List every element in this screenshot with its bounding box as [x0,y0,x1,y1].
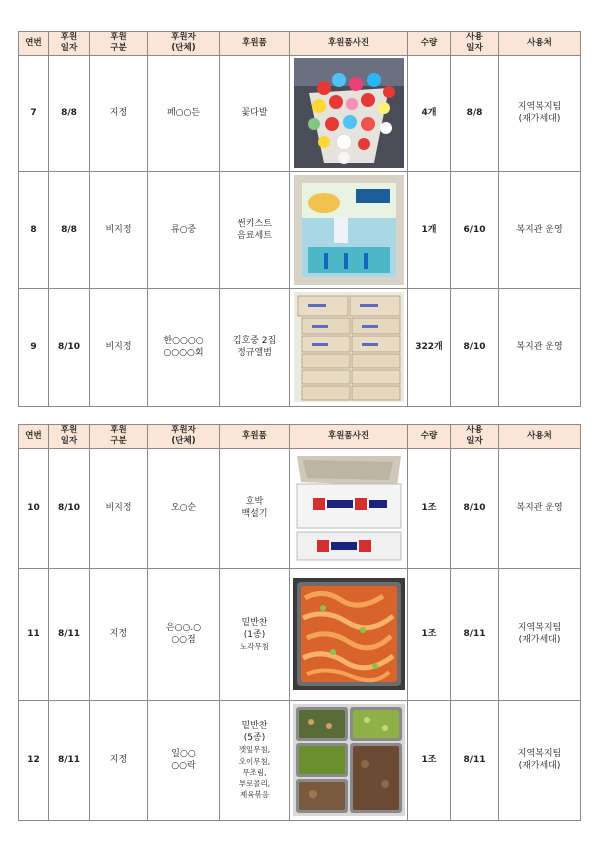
drink-box-photo-icon [294,175,404,285]
cell-date: 8/11 [49,700,90,820]
header-use-place: 사용처 [499,32,581,56]
cell-type: 비지정 [90,288,148,406]
cell-donor: 한○○○○ ○○○○회 [148,288,220,406]
cell-photo [290,448,408,568]
cell-no: 8 [19,171,49,288]
header-date: 후원 일자 [49,425,90,449]
cell-qty: 1조 [408,448,451,568]
cell-date: 8/8 [49,171,90,288]
header-type: 후원 구분 [90,425,148,449]
bouquet-photo-icon [294,58,404,168]
cell-date: 8/10 [49,448,90,568]
header-no: 연번 [19,32,49,56]
cell-no: 9 [19,288,49,406]
cell-photo [290,171,408,288]
cell-donor: 오○순 [148,448,220,568]
header-row [19,32,581,56]
cell-date: 8/10 [49,288,90,406]
cell-use-date: 8/11 [451,700,499,820]
header-use-date: 사용 일자 [451,425,499,449]
header-type: 후원 구분 [90,32,148,56]
header-photo: 후원품사진 [290,32,408,56]
table-row [19,568,581,700]
cell-type: 지정 [90,568,148,700]
header-use-date: 사용 일자 [451,32,499,56]
header-qty: 수량 [408,32,451,56]
cell-item [220,448,290,568]
header-item: 후원품 [220,425,290,449]
cell-use-date: 8/10 [451,288,499,406]
cell-item-name: 호박 백설기 [241,497,268,520]
cell-photo [290,55,408,171]
cell-item: 꽃다발 [220,55,290,171]
rice-cake-box-photo-icon [293,452,405,564]
cell-type: 비지정 [90,171,148,288]
table-row [19,55,581,171]
header-row [19,425,581,449]
cell-item-name: 밑반찬 (5종) [241,721,268,744]
cell-qty: 1개 [408,171,451,288]
cell-use-place: 복지관 운영 [499,288,581,406]
table-row [19,171,581,288]
cell-qty: 1조 [408,568,451,700]
header-qty: 수량 [408,425,451,449]
cell-use-place: 지역복지팀 (재가세대) [499,55,581,171]
cell-no: 10 [19,448,49,568]
cell-date: 8/11 [49,568,90,700]
table-row [19,448,581,568]
header-donor: 후원자 (단체) [148,425,220,449]
cell-item: 김호중 2집 정규앨범 [220,288,290,406]
cell-qty: 322개 [408,288,451,406]
cell-item: 썬키스트 음료세트 [220,171,290,288]
cell-donor: 페○○든 [148,55,220,171]
side-dish-tray-photo-icon [293,578,405,690]
cell-photo [290,568,408,700]
cell-use-place: 지역복지팀 (재가세대) [499,568,581,700]
cell-use-date: 8/10 [451,448,499,568]
cell-use-place: 복지관 운영 [499,448,581,568]
cell-use-date: 8/11 [451,568,499,700]
table-row [19,700,581,820]
cell-donor: 일○○ ○○락 [148,700,220,820]
donation-table-2 [18,424,581,821]
header-item: 후원품 [220,32,290,56]
cell-date: 8/8 [49,55,90,171]
cell-use-date: 6/10 [451,171,499,288]
cell-use-place: 지역복지팀 (재가세대) [499,700,581,820]
cell-no: 7 [19,55,49,171]
donation-table-1 [18,31,581,407]
cell-item-detail: 깻잎무침, 오이무침, 무조림, 부로콜리, 제육볶음 [238,745,271,800]
cell-item [220,568,290,700]
cell-no: 12 [19,700,49,820]
album-boxes-photo-icon [294,292,404,402]
header-use-place: 사용처 [499,425,581,449]
cell-item [220,700,290,820]
cell-item-name: 밑반찬 (1종) [241,617,268,640]
cell-qty: 4개 [408,55,451,171]
cell-photo [290,700,408,820]
cell-type: 지정 [90,55,148,171]
header-photo: 후원품사진 [290,425,408,449]
cell-no: 11 [19,568,49,700]
cell-use-date: 8/8 [451,55,499,171]
header-no: 연번 [19,425,49,449]
cell-donor: 은○○.○ ○○점 [148,568,220,700]
table-row [19,288,581,406]
cell-donor: 류○중 [148,171,220,288]
header-date: 후원 일자 [49,32,90,56]
cell-type: 지정 [90,700,148,820]
cell-type: 비지정 [90,448,148,568]
cell-item-detail: 노각무침 [240,641,269,651]
five-side-dishes-photo-icon [293,704,405,816]
cell-qty: 1조 [408,700,451,820]
header-donor: 후원자 (단체) [148,32,220,56]
cell-photo [290,288,408,406]
cell-use-place: 복지관 운영 [499,171,581,288]
